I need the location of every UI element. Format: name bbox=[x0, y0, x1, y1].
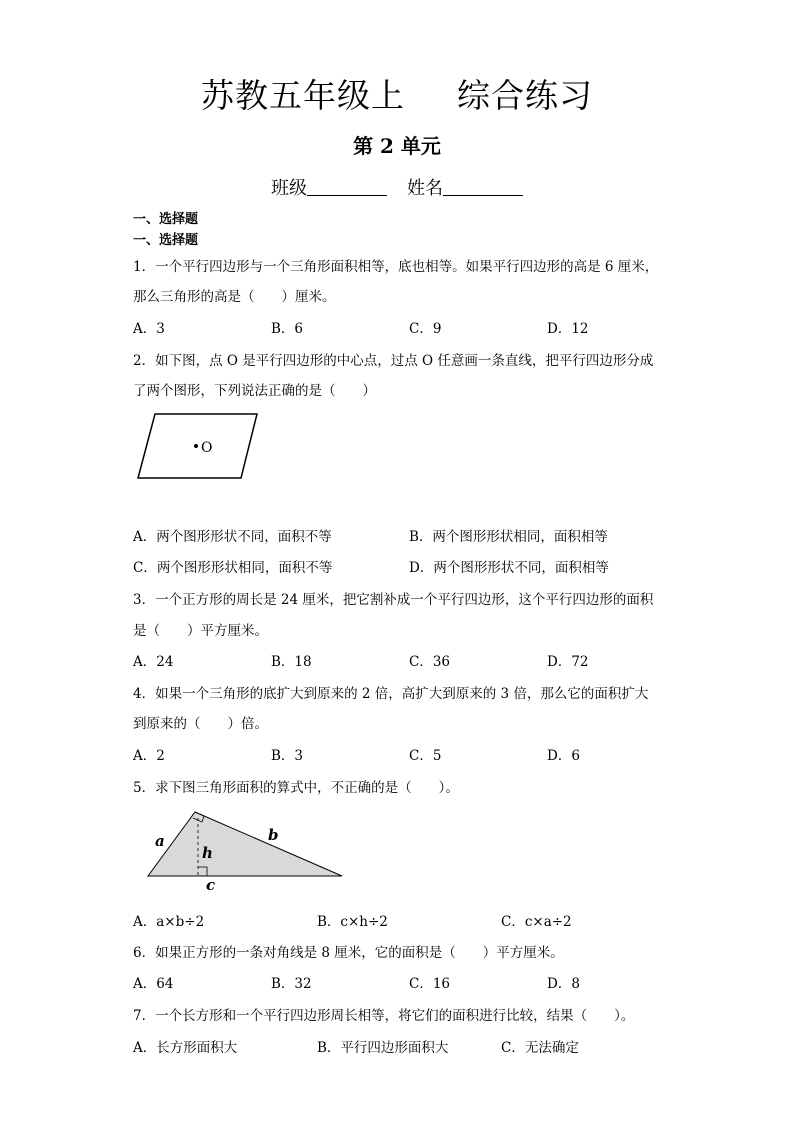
base-c-label: c bbox=[206, 876, 216, 894]
q4-option-c[interactable]: C．5 bbox=[409, 748, 442, 764]
center-point-label: O bbox=[201, 440, 213, 456]
q7-option-a[interactable]: A．长方形面积大 bbox=[133, 1040, 238, 1056]
q4-option-b[interactable]: B．3 bbox=[271, 748, 304, 764]
student-info bbox=[0, 174, 794, 200]
q2-option-c[interactable]: C．两个图形形状相同，面积不等 bbox=[133, 560, 333, 576]
q3-option-d[interactable]: D．72 bbox=[547, 654, 589, 670]
q5-option-c[interactable]: C．c×a÷2 bbox=[501, 914, 572, 930]
side-a-label: a bbox=[155, 832, 165, 850]
q4-option-a[interactable]: A．2 bbox=[133, 748, 165, 764]
q7-option-b[interactable]: B．平行四边形面积大 bbox=[317, 1040, 449, 1056]
section-heading: 一、选择题 bbox=[133, 212, 199, 227]
question-4-line-1: 4．如果一个三角形的底扩大到原来的 2 倍，高扩大到原来的 3 倍，那么它的面积扩大 bbox=[133, 686, 649, 702]
q2-option-a[interactable]: A．两个图形形状不同，面积不等 bbox=[133, 529, 332, 545]
class-label: 班级 bbox=[271, 178, 307, 199]
question-7-line-1: 7．一个长方形和一个平行四边形周长相等，将它们的面积进行比较，结果（ ）。 bbox=[133, 1008, 635, 1024]
q6-option-c[interactable]: C．16 bbox=[409, 976, 451, 992]
q1-option-a[interactable]: A．3 bbox=[133, 321, 165, 337]
question-1-line-2: 那么三角形的高是（ ）厘米。 bbox=[133, 289, 336, 305]
q4-option-d[interactable]: D．6 bbox=[547, 748, 580, 764]
name-label: 姓名 bbox=[407, 178, 443, 199]
question-1-line-1: 1．一个平行四边形与一个三角形面积相等，底也相等。如果平行四边形的高是 6 厘米， bbox=[133, 259, 659, 275]
q7-option-c[interactable]: C．无法确定 bbox=[501, 1040, 579, 1056]
center-point bbox=[194, 444, 198, 448]
q2-option-b[interactable]: B．两个图形形状相同，面积相等 bbox=[409, 529, 608, 545]
height-h-label: h bbox=[202, 844, 213, 862]
question-3-line-1: 3．一个正方形的周长是 24 厘米，把它割补成一个平行四边形，这个平行四边形的面积 bbox=[133, 592, 654, 608]
question-3-line-2: 是（ ）平方厘米。 bbox=[133, 623, 268, 639]
side-b-label: b bbox=[268, 826, 279, 844]
q3-option-b[interactable]: B．18 bbox=[271, 654, 312, 670]
question-5-line-1: 5．求下图三角形面积的算式中，不正确的是（ ）。 bbox=[133, 780, 459, 796]
q6-option-b[interactable]: B．32 bbox=[271, 976, 312, 992]
q6-option-a[interactable]: A．64 bbox=[133, 976, 174, 992]
q1-option-d[interactable]: D．12 bbox=[547, 321, 589, 337]
unit-subtitle: 第 2 单元 bbox=[353, 134, 441, 158]
q5-option-b[interactable]: B．c×h÷2 bbox=[317, 914, 388, 930]
question-2-line-2: 了两个图形，下列说法正确的是（ ） bbox=[133, 383, 376, 399]
q1-option-b[interactable]: B．6 bbox=[271, 321, 304, 337]
q3-option-c[interactable]: C．36 bbox=[409, 654, 451, 670]
question-4-line-2: 到原来的（ ）倍。 bbox=[133, 716, 268, 732]
title-right: 综合练习 bbox=[457, 76, 593, 115]
q3-option-a[interactable]: A．24 bbox=[133, 654, 174, 670]
question-6-line-1: 6．如果正方形的一条对角线是 8 厘米，它的面积是（ ）平方厘米。 bbox=[133, 945, 564, 961]
q6-option-d[interactable]: D．8 bbox=[547, 976, 580, 992]
question-2-line-1: 2．如下图，点 O 是平行四边形的中心点，过点 O 任意画一条直线，把平行四边形分成 bbox=[133, 353, 654, 369]
parallelogram-figure bbox=[130, 408, 265, 484]
triangle-shape bbox=[148, 812, 342, 876]
section-heading: 一、选择题 bbox=[133, 233, 199, 248]
name-blank[interactable] bbox=[443, 177, 523, 196]
q5-option-a[interactable]: A．a×b÷2 bbox=[133, 914, 205, 930]
q2-option-d[interactable]: D．两个图形形状不同，面积相等 bbox=[409, 560, 609, 576]
page-title bbox=[0, 70, 794, 117]
right-triangle-figure bbox=[140, 806, 350, 896]
q1-option-c[interactable]: C．9 bbox=[409, 321, 442, 337]
title-left: 苏教五年级上 bbox=[201, 76, 405, 115]
class-blank[interactable] bbox=[307, 177, 387, 196]
